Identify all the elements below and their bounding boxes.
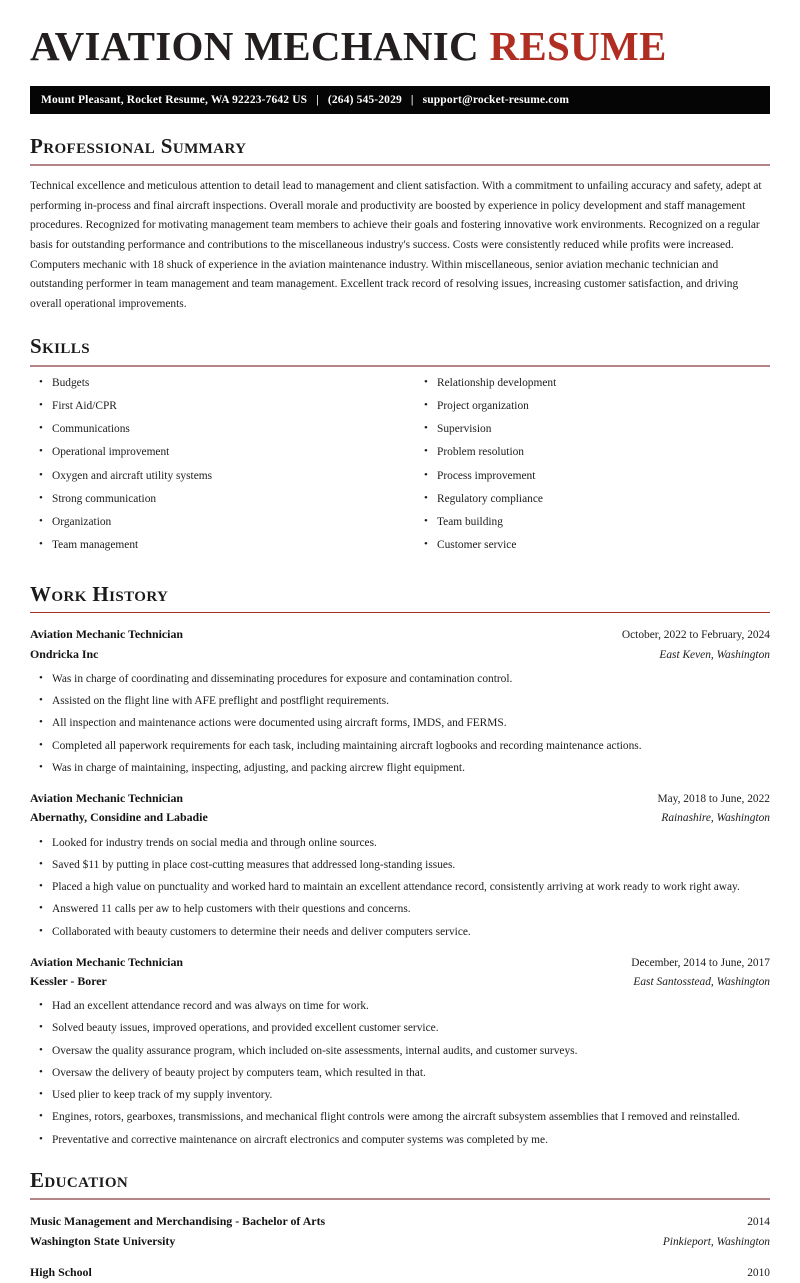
entry-company-row	[30, 808, 770, 827]
skill-item: • Organization	[30, 515, 400, 530]
education-entries	[30, 1212, 770, 1283]
work-history-entry	[30, 953, 770, 1148]
job-bullet-list	[30, 999, 770, 1147]
skill-item: • Operational improvement	[30, 445, 400, 460]
skill-item: • Relationship development	[415, 376, 770, 391]
job-bullet-item: • Looked for industry trends on social media and through online sources.	[30, 836, 770, 851]
section-rule-skills	[30, 365, 770, 367]
page-title	[30, 0, 770, 70]
contact-separator-2: |	[410, 93, 414, 106]
contact-email[interactable]: support@rocket-resume.com	[422, 93, 570, 106]
company-name: Abernathy, Considine and Labadie	[30, 810, 208, 825]
entry-company-row	[30, 645, 770, 664]
contact-address: Mount Pleasant, Rocket Resume, WA 92223-7642 US	[41, 93, 308, 106]
education-entry	[30, 1212, 770, 1251]
job-dates: May, 2018 to June, 2022	[657, 792, 770, 805]
education-degree-row	[30, 1212, 770, 1232]
skill-item: • Team building	[415, 515, 770, 530]
section-skills	[30, 333, 770, 561]
skill-item: • Oxygen and aircraft utility systems	[30, 469, 400, 484]
skill-item: • Communications	[30, 422, 400, 437]
job-bullet-item: • Had an excellent attendance record and was always on time for work.	[30, 999, 770, 1014]
company-name: Kessler - Borer	[30, 973, 107, 988]
skill-item: • First Aid/CPR	[30, 399, 400, 414]
job-dates: December, 2014 to June, 2017	[631, 956, 770, 969]
section-heading-work-history: Work History	[30, 581, 169, 606]
section-professional-summary	[30, 133, 770, 315]
work-history-entries	[30, 625, 770, 1147]
education-location: Pinkieport, Washington	[662, 1235, 770, 1248]
job-bullet-item: • Was in charge of maintaining, inspecting, adjusting, and packing aircrew flight equipment.	[30, 761, 770, 776]
job-bullet-list	[30, 672, 770, 776]
section-rule-education	[30, 1198, 770, 1200]
job-bullet-item: • Placed a high value on punctuality and worked hard to maintain an excellent attendance record, consistently arriving at work ready to work right away.	[30, 880, 770, 895]
job-location: East Keven, Washington	[659, 648, 770, 661]
job-dates: October, 2022 to February, 2024	[621, 629, 770, 642]
summary-text: Technical excellence and meticulous attention to detail lead to management and client satisfaction. With a commitment to unfailing accuracy and safety, adept at performing in-process and final aircraft inspections. Overall morale and productivity are boosted by experience in policy development and staff management procedures. Recognized for motivating management team members to achieve their goals and fostering innovative work environments. Recognized on a regular basis for outstanding performance and contributions to the miscellaneous industry's success. Costs were consistently reduced while profits were increased. Computers mechanic with 18 shuck of experience in the aviation maintenance industry. Within miscellaneous, senior aviation mechanic technician and outstanding performer in team management and team management. Excellent track record of resolving issues, increasing customer satisfaction, and driving overall operational improvements.	[30, 180, 762, 310]
education-degree-row	[30, 1263, 770, 1283]
section-work-history	[30, 581, 770, 1148]
skill-item: • Problem resolution	[415, 445, 770, 460]
education-entry	[30, 1263, 770, 1283]
contact-phone: (264) 545-2029	[327, 93, 402, 106]
job-bullet-item: • Collaborated with beauty customers to determine their needs and deliver computers service.	[30, 925, 770, 940]
job-title: Aviation Mechanic Technician	[30, 627, 184, 642]
skills-list-right	[415, 376, 770, 554]
skill-item: • Process improvement	[415, 469, 770, 484]
job-bullet-item: • Engines, rotors, gearboxes, transmissions, and mechanical flight controls were among the aircraft subsystem assemblies that I removed and reinstalled.	[30, 1110, 770, 1125]
section-heading-summary: Professional Summary	[30, 133, 247, 158]
skills-columns	[30, 376, 770, 562]
job-bullet-item: • Preventative and corrective maintenance on aircraft electronics and computer systems was completed by me.	[30, 1133, 770, 1148]
job-bullet-list	[30, 836, 770, 940]
company-name: Ondricka Inc	[30, 646, 99, 661]
education-school-row	[30, 1232, 770, 1252]
section-rule-work-history	[30, 612, 770, 614]
entry-title-row	[30, 953, 770, 972]
job-title: Aviation Mechanic Technician	[30, 790, 184, 805]
job-location: East Santosstead, Washington	[633, 975, 770, 988]
education-school: Washington State University	[30, 1233, 176, 1248]
skill-item: • Strong communication	[30, 492, 400, 507]
skill-item: • Budgets	[30, 376, 400, 391]
entry-title-row	[30, 789, 770, 808]
skill-item: • Team management	[30, 538, 400, 553]
page-title-accent: RESUME	[489, 23, 667, 69]
section-heading-skills: Skills	[30, 334, 90, 359]
work-history-entry	[30, 789, 770, 940]
job-location: Rainashire, Washington	[661, 812, 770, 825]
education-degree: High School	[30, 1265, 92, 1280]
skills-column-left	[30, 376, 400, 562]
job-bullet-item: • Was in charge of coordinating and disseminating procedures for exposure and contamination control.	[30, 672, 770, 687]
skill-item: • Regulatory compliance	[415, 492, 770, 507]
job-bullet-item: • Solved beauty issues, improved operations, and provided excellent customer service.	[30, 1021, 770, 1036]
education-year: 2014	[747, 1215, 770, 1228]
entry-title-row	[30, 625, 770, 644]
job-bullet-item: • Completed all paperwork requirements for each task, including maintaining aircraft logbooks and recording maintenance actions.	[30, 739, 770, 754]
section-rule-summary	[30, 164, 770, 166]
page-title-main: AVIATION MECHANIC	[30, 23, 490, 69]
entry-company-row	[30, 972, 770, 991]
job-bullet-item: • Answered 11 calls per aw to help customers with their questions and concerns.	[30, 902, 770, 917]
job-bullet-item: • All inspection and maintenance actions were documented using aircraft forms, IMDS, and FERMS.	[30, 716, 770, 731]
skill-item: • Supervision	[415, 422, 770, 437]
contact-bar	[30, 86, 770, 114]
job-bullet-item: • Saved $11 by putting in place cost-cutting measures that addressed long-standing issues.	[30, 858, 770, 873]
education-degree: Music Management and Merchandising - Bachelor of Arts	[30, 1213, 326, 1228]
skills-list-left	[30, 376, 400, 554]
job-bullet-item: • Assisted on the flight line with AFE preflight and postflight requirements.	[30, 694, 770, 709]
job-bullet-item: • Oversaw the quality assurance program, which included on-site assessments, internal audits, and customer surveys.	[30, 1044, 770, 1059]
work-history-entry	[30, 625, 770, 776]
job-title: Aviation Mechanic Technician	[30, 954, 184, 969]
education-year: 2010	[747, 1267, 770, 1280]
section-heading-education: Education	[30, 1167, 129, 1192]
skill-item: • Project organization	[415, 399, 770, 414]
skills-column-right	[400, 376, 770, 562]
contact-separator-1: |	[316, 93, 319, 106]
job-bullet-item: • Oversaw the delivery of beauty project by computers team, which resulted in that.	[30, 1066, 770, 1081]
section-education	[30, 1167, 770, 1283]
skill-item: • Customer service	[415, 538, 770, 553]
job-bullet-item: • Used plier to keep track of my supply inventory.	[30, 1088, 770, 1103]
